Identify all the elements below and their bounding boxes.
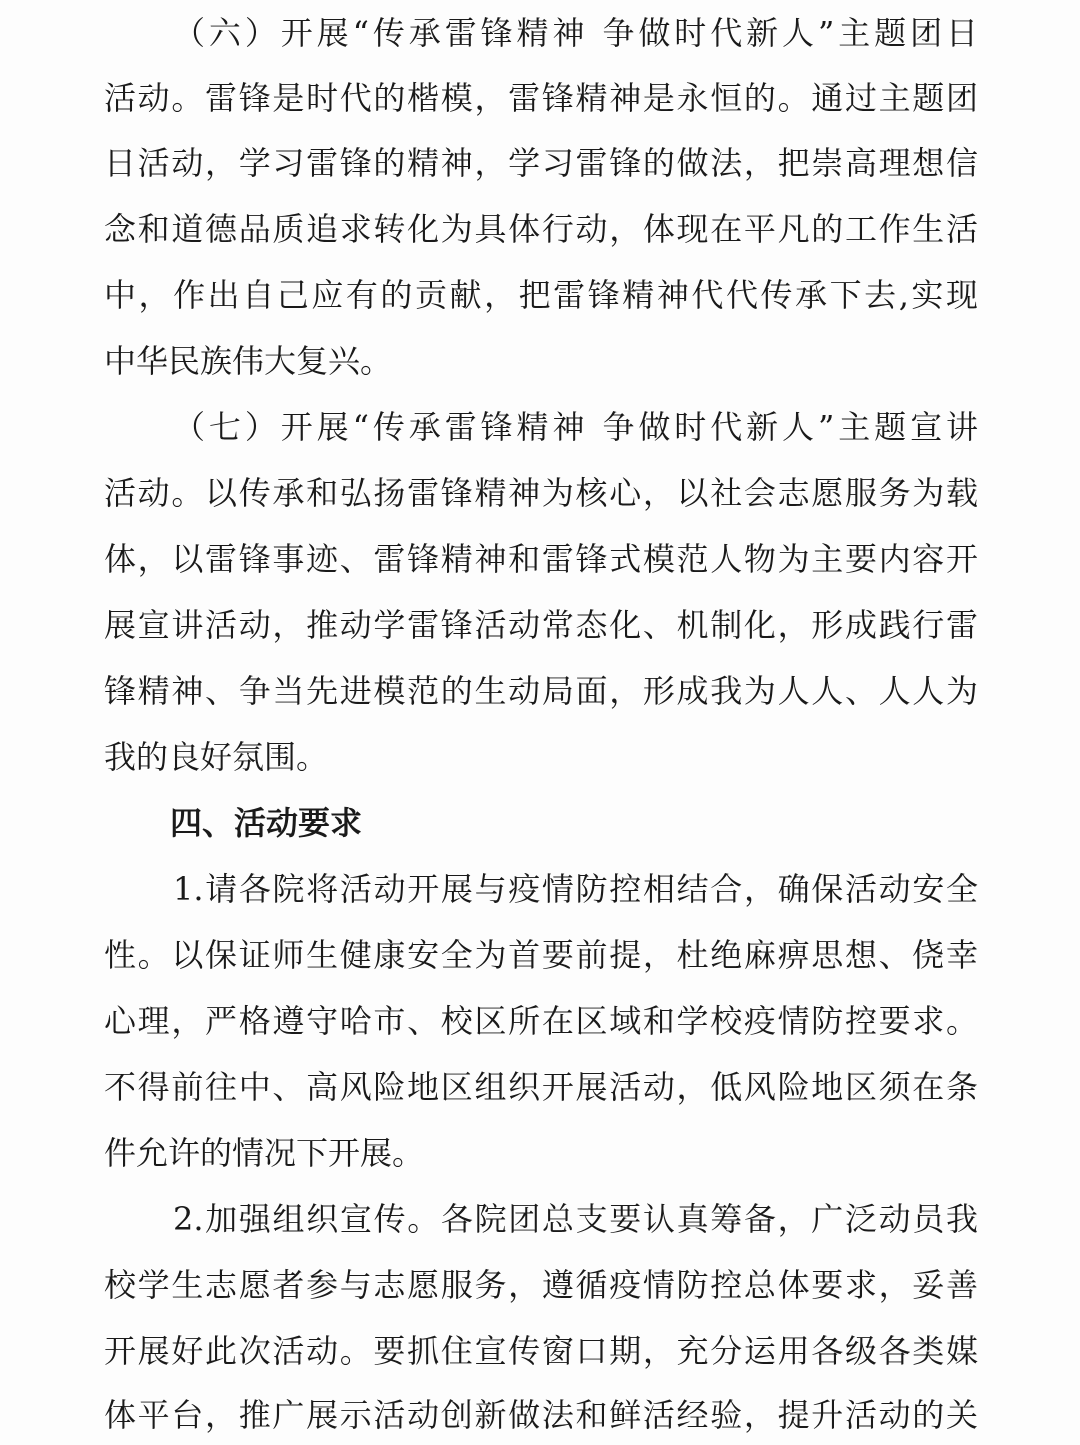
item2-line-2: 校学生志愿者参与志愿服务，遵循疫情防控总体要求，妥善 [104,1266,978,1304]
section6-line-2: 活动。雷锋是时代的楷模，雷锋精神是永恒的。通过主题团 [104,79,978,117]
section6-line-1: （六）开展“传承雷锋精神 争做时代新人”主题团日 [173,14,978,52]
section7-line-2: 活动。以传承和弘扬雷锋精神为核心，以社会志愿服务为载 [104,474,978,512]
item2-line-3: 开展好此次活动。要抓住宣传窗口期，充分运用各级各类媒 [104,1332,978,1370]
section6-line-4: 念和道德品质追求转化为具体行动，体现在平凡的工作生活 [104,210,978,248]
item2-line-4: 体平台，推广展示活动创新做法和鲜活经验，提升活动的关 [104,1396,978,1434]
item1-line-1: 1.请各院将活动开展与疫情防控相结合，确保活动安全 [173,870,978,908]
item1-line-5: 件允许的情况下开展。 [104,1134,425,1172]
item1-line-2: 性。以保证师生健康安全为首要前提，杜绝麻痹思想、侥幸 [104,936,978,974]
section7-line-3: 体，以雷锋事迹、雷锋精神和雷锋式模范人物为主要内容开 [104,540,978,578]
section6-line-6: 中华民族伟大复兴。 [104,342,393,380]
section7-line-1: （七）开展“传承雷锋精神 争做时代新人”主题宣讲 [173,408,978,446]
section-heading-activity-requirements: 四、活动要求 [170,804,363,842]
item2-line-1: 2.加强组织宣传。各院团总支要认真筹备，广泛动员我 [173,1200,978,1238]
section6-line-3: 日活动，学习雷锋的精神，学习雷锋的做法，把崇高理想信 [104,144,978,182]
section7-line-4: 展宣讲活动，推动学雷锋活动常态化、机制化，形成践行雷 [104,606,978,644]
item1-line-4: 不得前往中、高风险地区组织开展活动，低风险地区须在条 [104,1068,978,1106]
item1-line-3: 心理，严格遵守哈市、校区所在区域和学校疫情防控要求。 [104,1002,978,1040]
section7-line-5: 锋精神、争当先进模范的生动局面，形成我为人人、人人为 [104,672,978,710]
section7-line-6: 我的良好氛围。 [104,738,329,776]
section6-line-5: 中，作出自己应有的贡献，把雷锋精神代代传承下去,实现 [104,276,978,314]
